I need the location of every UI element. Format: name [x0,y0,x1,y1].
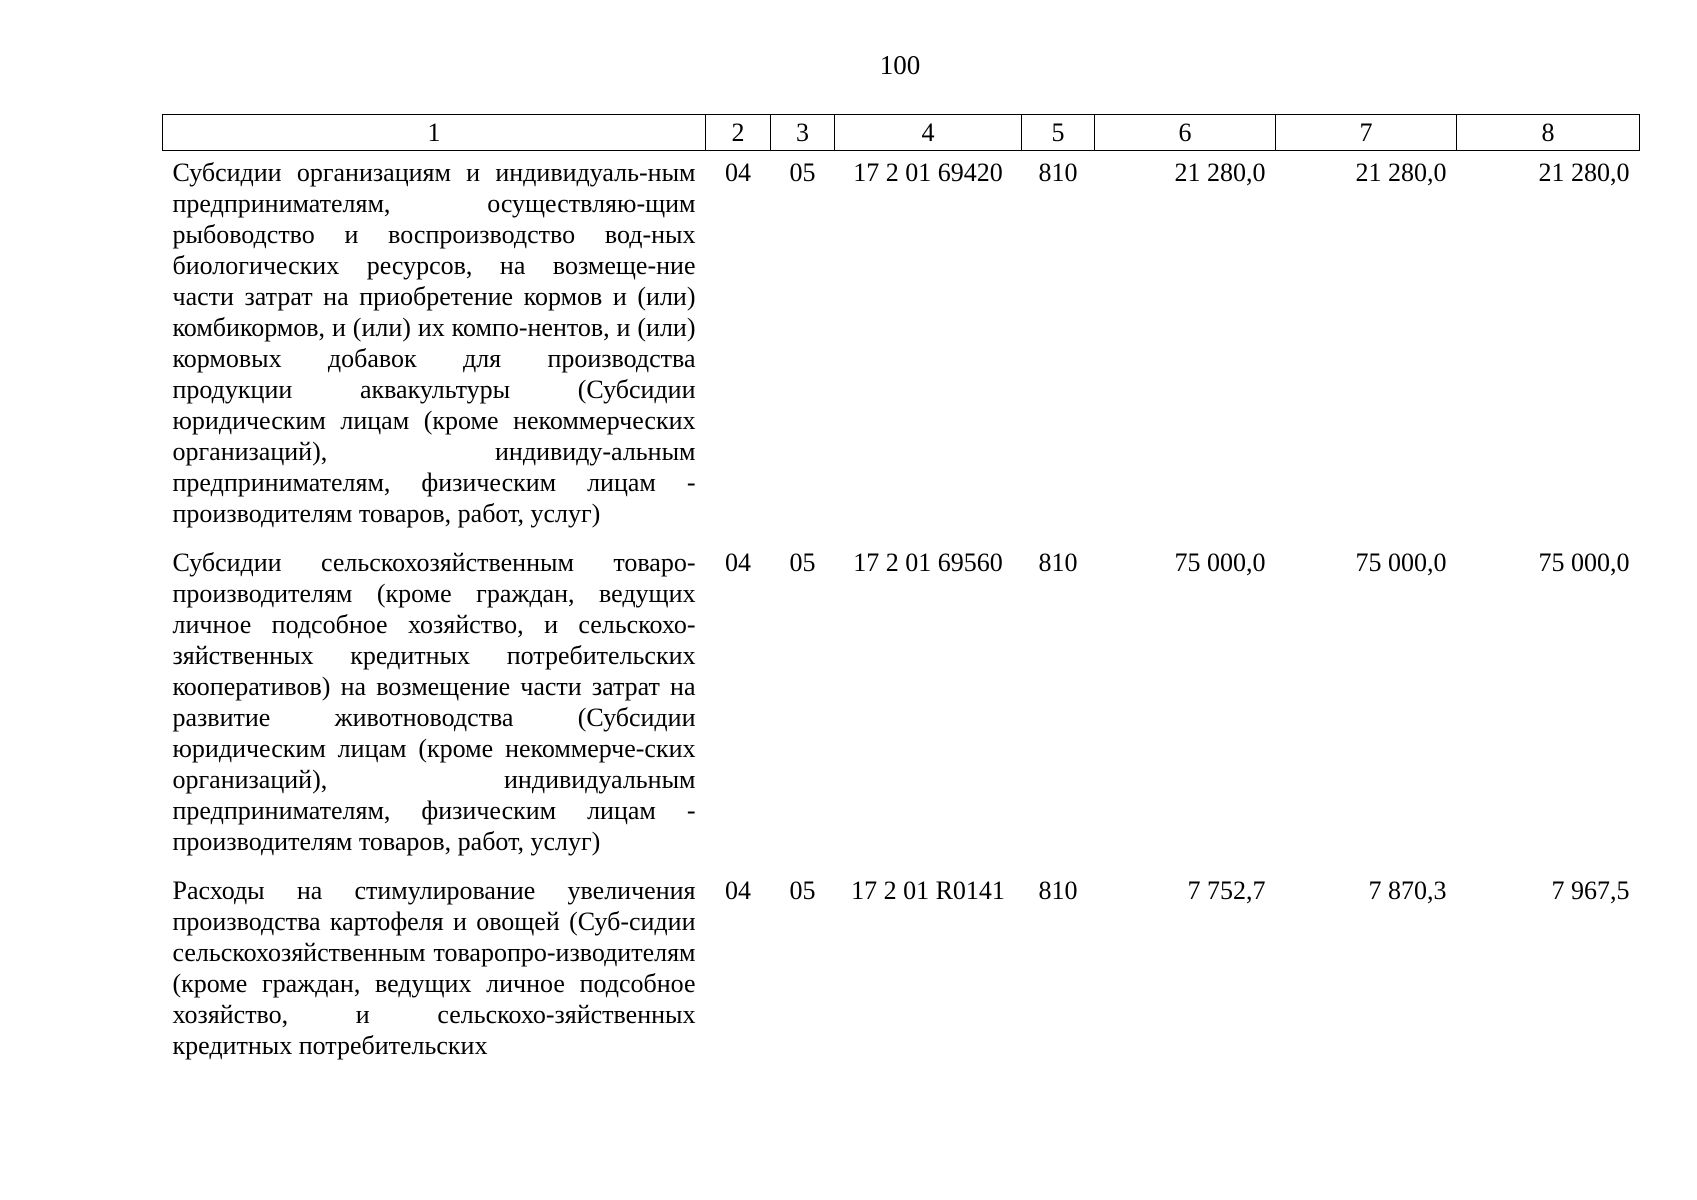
row-name: Расходы на стимулирование увеличения производства картофеля и овощей (Суб-сидии сельскохозяйственным товаропро-изводителям (кроме граждан, ведущих личное подсобное хозяйство, и сельскохо-зяйственных кредитных потребительских [172,876,696,1060]
row-expense-type: 810 [1038,548,1078,577]
column-header-6: 6 [1095,115,1276,151]
column-header-2: 2 [706,115,771,151]
table-row [163,869,1640,1073]
row-sum-2: 75 000,0 [1355,548,1447,577]
column-header-3: 3 [771,115,835,151]
page-number: 100 [879,50,921,80]
row-name: Субсидии организациям и индивидуаль-ным предпринимателям, осуществляю-щим рыбоводство и воспроизводство вод-ных биологических ресурсов, на возмеще-ние части затрат на приобретение кормов и (или) комбикормов, и (или) их компо-нентов, и (или) кормовых добавок для производства продукции аквакультуры (Субсидии юридическим лицам (кроме некоммерческих организаций), индивиду-альным предпринимателям, физическим лицам - производителям товаров, работ, услуг) [172,158,696,528]
budget-table [162,114,1640,1073]
column-header-4: 4 [835,115,1022,151]
row-target-item: 17 2 01 R0141 [851,876,1005,905]
row-sum-1: 7 752,7 [1187,876,1266,905]
row-expense-type: 810 [1038,876,1078,905]
row-sum-3: 75 000,0 [1538,548,1630,577]
row-expense-type: 810 [1038,158,1078,187]
row-sum-2: 7 870,3 [1368,876,1447,905]
column-header-8: 8 [1457,115,1640,151]
table-row [163,541,1640,869]
row-name: Субсидии сельскохозяйственным товаро-производителям (кроме граждан, ведущих личное подсобное хозяйство, и сельскохо-зяйственных кредитных потребительских кооперативов) на возмещение части затрат на развитие животноводства (Субсидии юридическим лицам (кроме некоммерче-ских организаций), индивидуальным предпринимателям, физическим лицам - производителям товаров, работ, услуг) [172,548,696,856]
row-target-item: 17 2 01 69560 [853,548,1003,577]
column-number-row [163,115,1640,151]
table-row [163,151,1640,542]
row-section: 04 [725,876,751,905]
row-target-item: 17 2 01 69420 [853,158,1003,187]
column-header-5: 5 [1022,115,1095,151]
column-header-1: 1 [163,115,706,151]
row-subsection: 05 [789,548,816,577]
row-sum-3: 21 280,0 [1538,158,1630,187]
row-subsection: 05 [789,158,816,187]
row-subsection: 05 [789,876,816,905]
row-sum-3: 7 967,5 [1551,876,1630,905]
row-sum-1: 21 280,0 [1174,158,1266,187]
row-section: 04 [725,548,751,577]
row-sum-2: 21 280,0 [1355,158,1447,187]
column-header-7: 7 [1276,115,1457,151]
row-sum-1: 75 000,0 [1174,548,1266,577]
row-section: 04 [725,158,751,187]
